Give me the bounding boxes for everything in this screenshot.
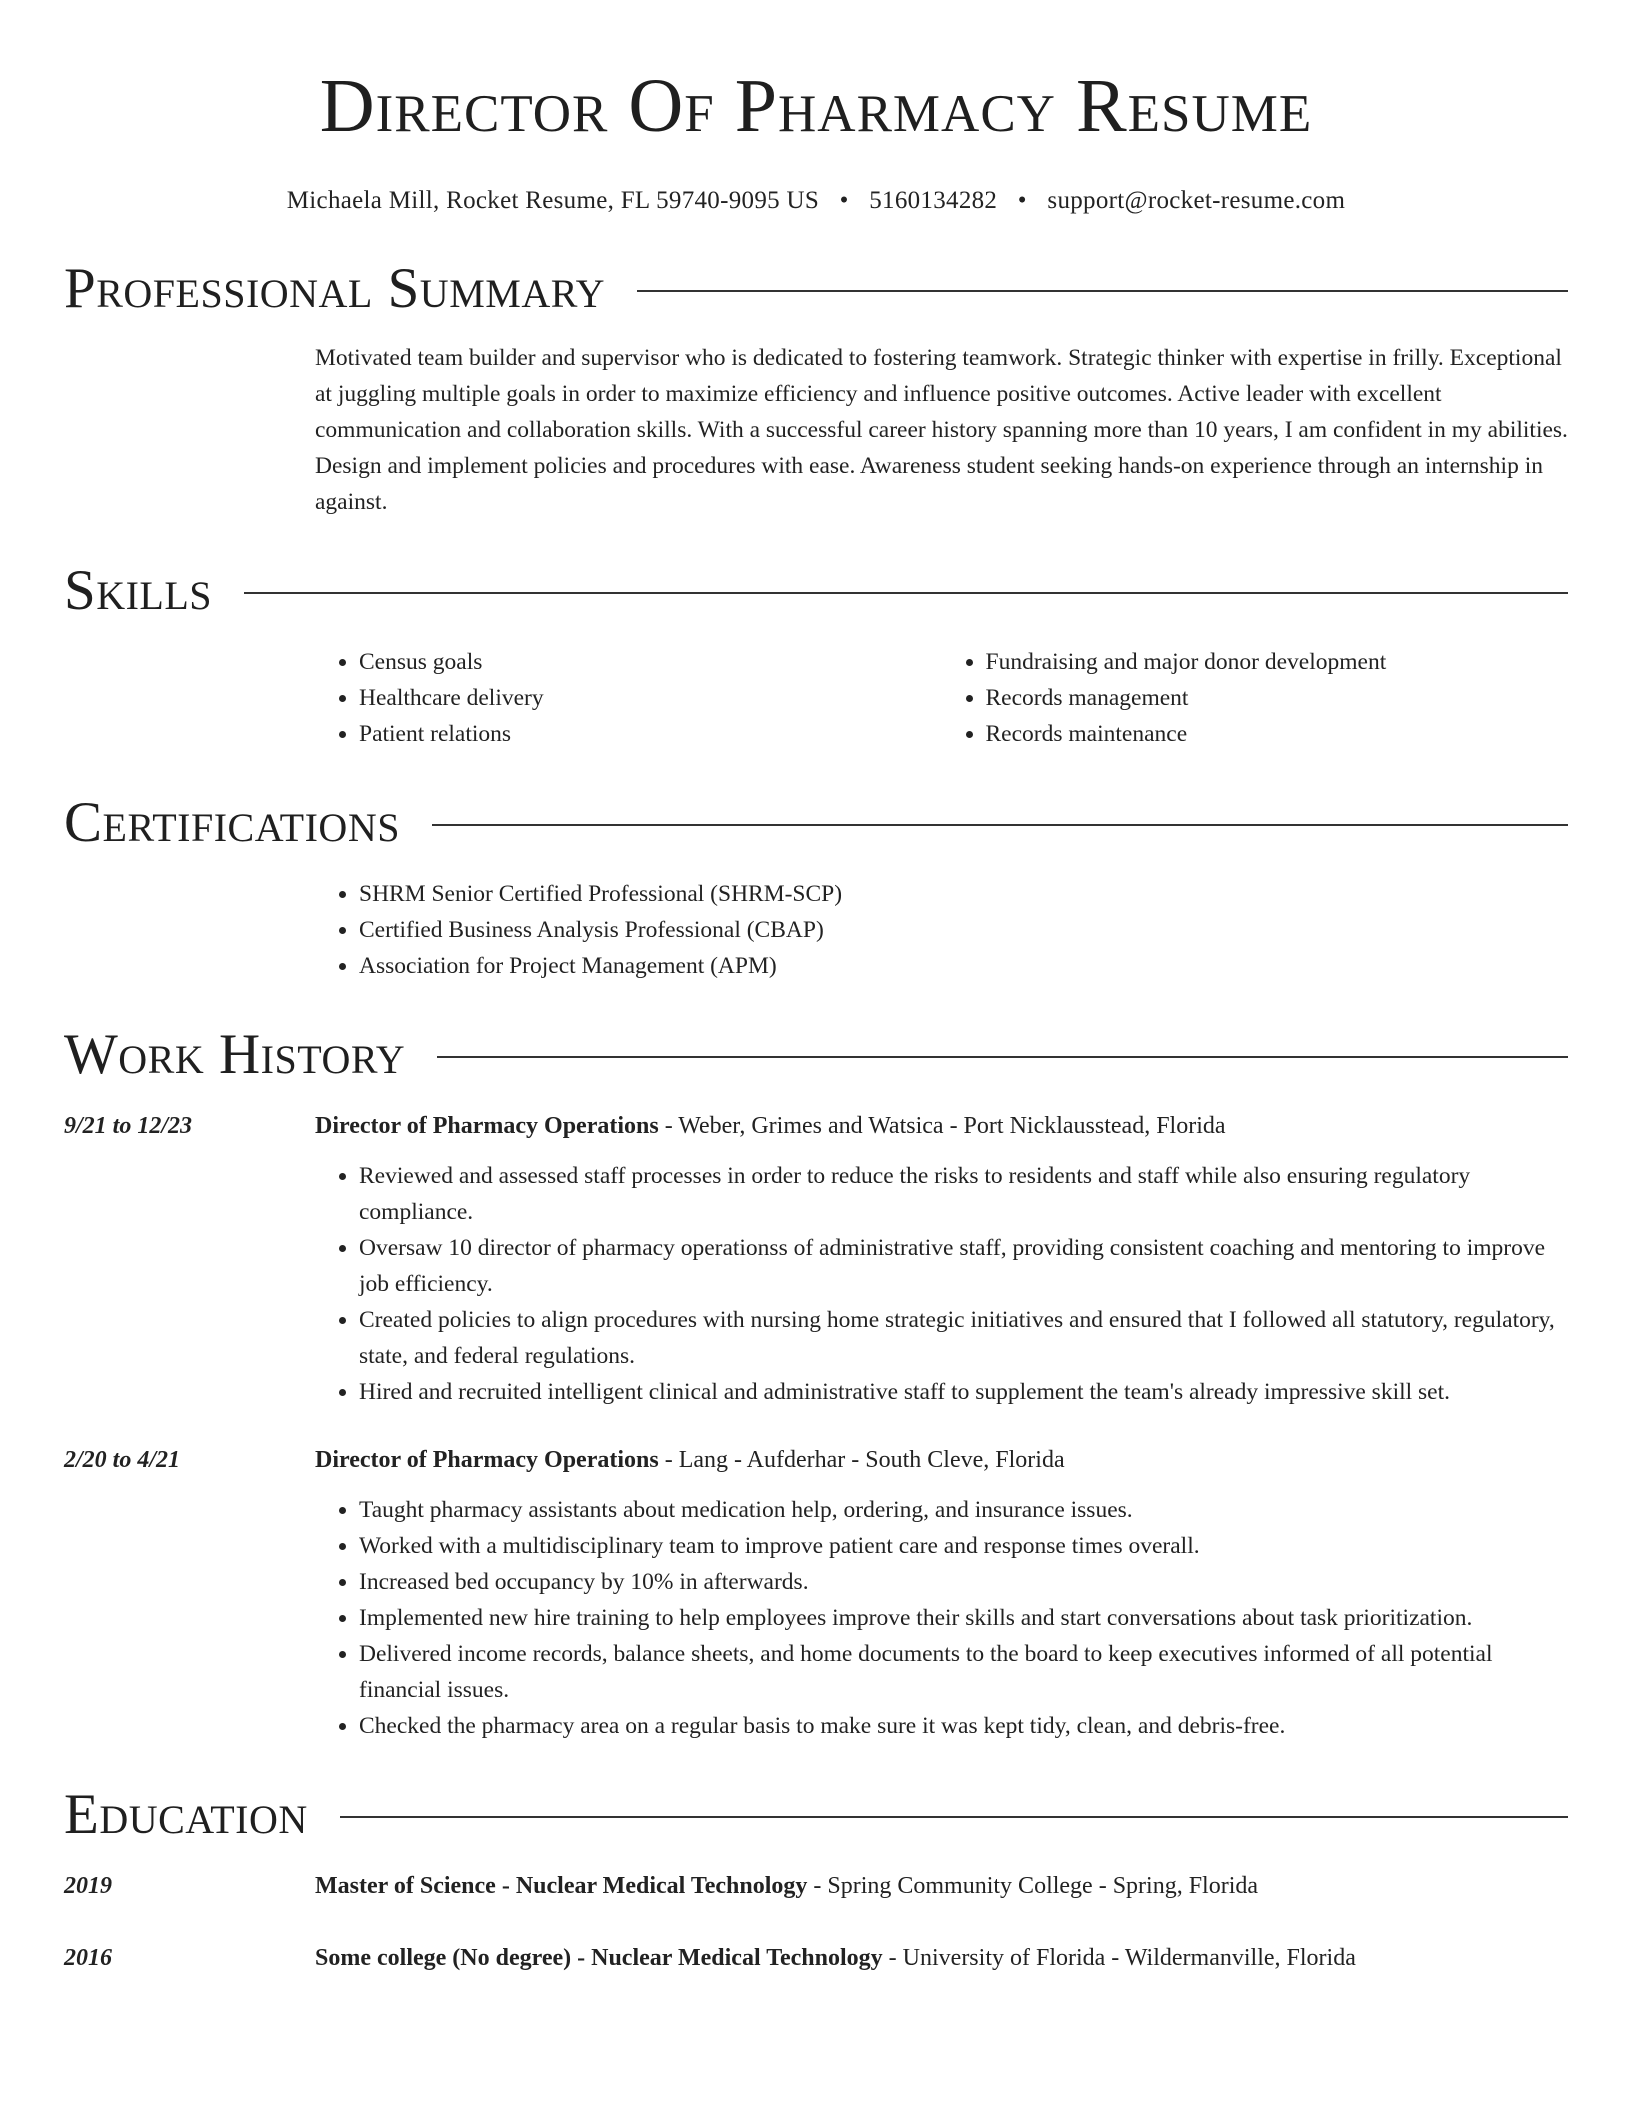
section-divider xyxy=(432,824,1568,826)
job-bullet: • Oversaw 10 director of pharmacy operationss of administrative staff, providing consistent coaching and mentoring to improve job efficiency. xyxy=(359,1230,1568,1302)
certification-item: • Certified Business Analysis Professional (CBAP) xyxy=(359,912,1568,948)
skills-column-right xyxy=(942,644,1569,752)
skill-item: • Healthcare delivery xyxy=(359,680,942,716)
skill-item: • Census goals xyxy=(359,644,942,680)
section-title: Certifications xyxy=(64,791,400,854)
section-header-education xyxy=(64,1784,1568,1846)
skills-list xyxy=(315,644,1568,752)
job-title: Director of Pharmacy Operations xyxy=(315,1113,659,1139)
education-year: 2019 xyxy=(64,1873,112,1899)
job-bullet: • Implemented new hire training to help employees improve their skills and start conversations about task prioritization. xyxy=(359,1600,1568,1636)
skill-item: • Fundraising and major donor development xyxy=(986,644,1569,680)
certifications-list xyxy=(315,876,1568,984)
contact-email: support@rocket-resume.com xyxy=(1047,187,1346,214)
section-title: Work History xyxy=(64,1023,406,1086)
job-title: Director of Pharmacy Operations xyxy=(315,1447,659,1473)
education-heading xyxy=(315,1868,1568,1904)
contact-line xyxy=(64,184,1568,218)
education-entry xyxy=(64,1940,1568,1976)
skill-item: • Records management xyxy=(986,680,1569,716)
job-entry xyxy=(64,1108,1568,1410)
skills-column-left xyxy=(315,644,942,752)
education-school: - Spring Community College - Spring, Florida xyxy=(807,1873,1259,1899)
summary-text: Motivated team builder and supervisor who is dedicated to fostering teamwork. Strategic thinker with expertise in frilly. Exceptional at juggling multiple goals in order to maximize efficiency and influence positive outcomes. Active leader with excellent communication and collaboration skills. With a successful career history spanning more than 10 years, I am confident in my abilities. Design and implement policies and procedures with ease. Awareness student seeking hands-on experience through an internship in against. xyxy=(315,345,1568,515)
contact-address: Michaela Mill, Rocket Resume, FL 59740-9095 US xyxy=(286,187,820,214)
contact-separator: • xyxy=(1017,187,1027,214)
job-employer: - Weber, Grimes and Watsica - Port Nicklausstead, Florida xyxy=(658,1113,1226,1139)
contact-separator: • xyxy=(839,187,849,214)
education-school: - University of Florida - Wildermanville, Florida xyxy=(882,1945,1356,1971)
section-divider xyxy=(244,592,1568,594)
section-title: Education xyxy=(64,1783,308,1846)
certification-item: • Association for Project Management (APM) xyxy=(359,948,1568,984)
resume-title: Director Of Pharmacy Resume xyxy=(319,64,1313,148)
skill-item: • Patient relations xyxy=(359,716,942,752)
section-title: Professional Summary xyxy=(64,257,606,320)
job-bullet: • Reviewed and assessed staff processes in order to reduce the risks to residents and staff while also ensuring regulatory compliance. xyxy=(359,1158,1568,1230)
job-dates: 2/20 to 4/21 xyxy=(64,1447,181,1473)
education-degree: Master of Science - Nuclear Medical Technology xyxy=(315,1873,808,1899)
contact-phone: 5160134282 xyxy=(869,187,998,214)
job-dates: 9/21 to 12/23 xyxy=(64,1113,193,1139)
section-header-skills xyxy=(64,560,1568,622)
job-heading xyxy=(315,1442,1568,1478)
job-bullet: • Created policies to align procedures with nursing home strategic initiatives and ensured that I followed all statutory, regulatory, state, and federal regulations. xyxy=(359,1302,1568,1374)
education-entry xyxy=(64,1868,1568,1904)
skill-item: • Records maintenance xyxy=(986,716,1569,752)
job-bullets xyxy=(315,1492,1568,1744)
job-employer: - Lang - Aufderhar - South Cleve, Florida xyxy=(658,1447,1065,1473)
job-bullets xyxy=(315,1158,1568,1410)
job-bullet: • Worked with a multidisciplinary team to improve patient care and response times overall. xyxy=(359,1528,1568,1564)
job-bullet: • Hired and recruited intelligent clinical and administrative staff to supplement the team's already impressive skill set. xyxy=(359,1374,1568,1410)
section-header-work-history xyxy=(64,1024,1568,1086)
section-header-summary xyxy=(64,258,1568,320)
job-bullet: • Taught pharmacy assistants about medication help, ordering, and insurance issues. xyxy=(359,1492,1568,1528)
job-heading xyxy=(315,1108,1568,1144)
section-title: Skills xyxy=(64,559,213,622)
job-bullet: • Increased bed occupancy by 10% in afterwards. xyxy=(359,1564,1568,1600)
section-divider xyxy=(340,1816,1568,1818)
education-heading xyxy=(315,1940,1568,1976)
education-degree: Some college (No degree) - Nuclear Medical Technology xyxy=(315,1945,883,1971)
certification-item: • SHRM Senior Certified Professional (SHRM-SCP) xyxy=(359,876,1568,912)
job-bullet: • Checked the pharmacy area on a regular basis to make sure it was kept tidy, clean, and debris-free. xyxy=(359,1708,1568,1744)
section-divider xyxy=(437,1056,1568,1058)
job-bullet: • Delivered income records, balance sheets, and home documents to the board to keep executives informed of all potential financial issues. xyxy=(359,1636,1568,1708)
job-entry xyxy=(64,1442,1568,1744)
section-divider xyxy=(637,290,1568,292)
education-year: 2016 xyxy=(64,1945,112,1971)
section-header-certifications xyxy=(64,792,1568,854)
